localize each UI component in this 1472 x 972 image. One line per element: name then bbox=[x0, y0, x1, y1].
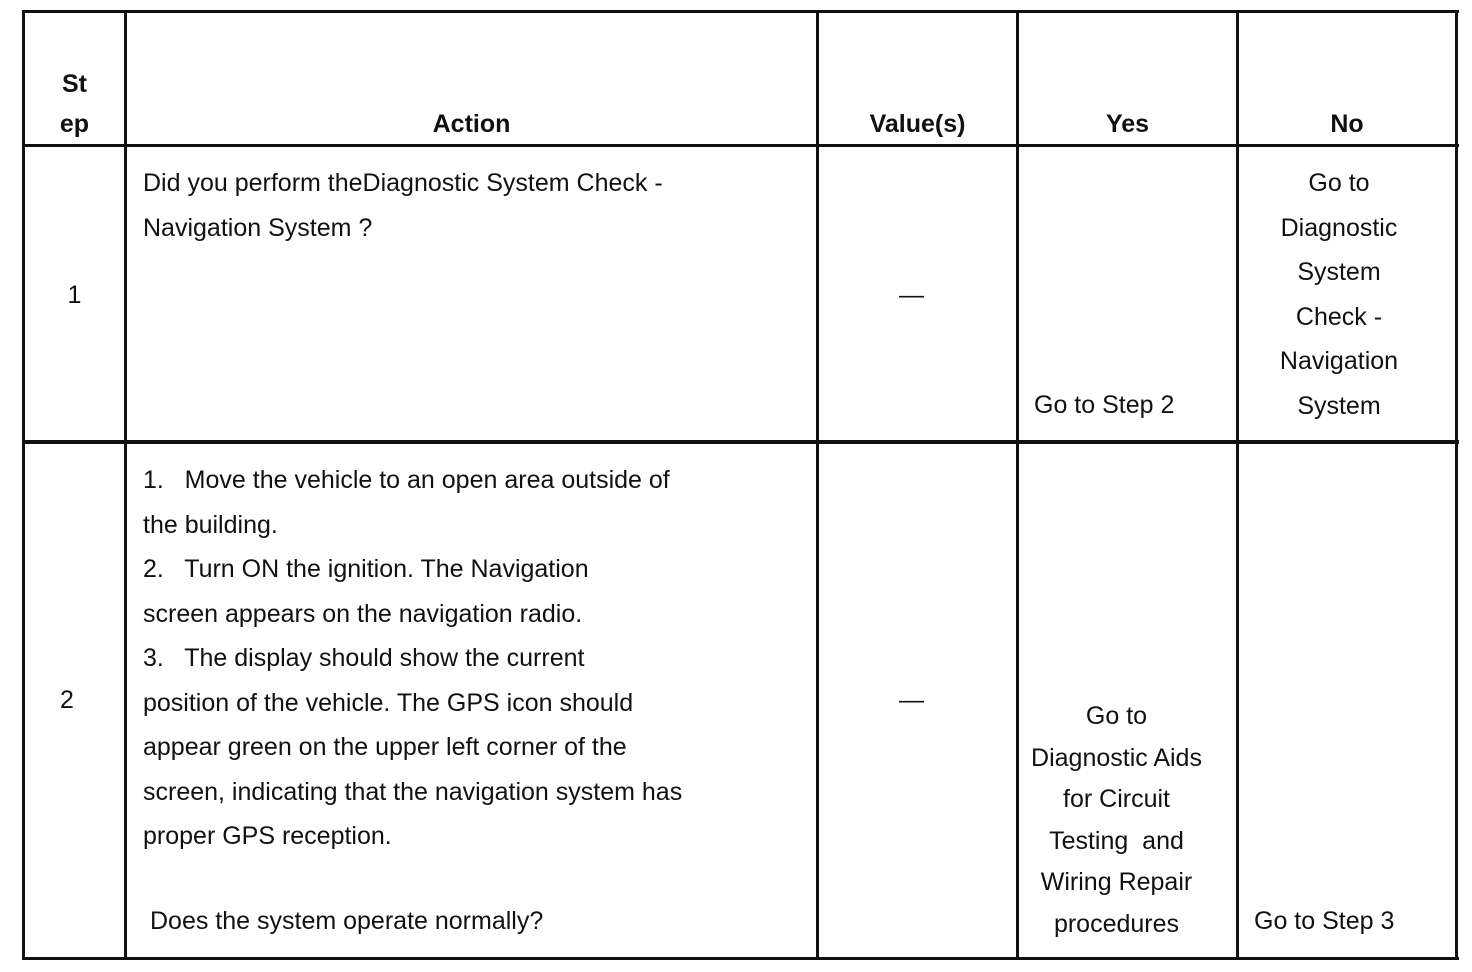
row2-action-line: the building. bbox=[143, 510, 278, 539]
row1-action-line: Navigation System ? bbox=[143, 213, 373, 242]
row2-no: Go to Step 3 bbox=[1254, 907, 1395, 935]
row2-yes-line: Testing and bbox=[1049, 826, 1184, 855]
table-border-header-bottom bbox=[22, 144, 1459, 147]
header-step-line2: ep bbox=[59, 110, 90, 138]
row1-no-line: System bbox=[1297, 391, 1381, 420]
row1-no-line: Check - bbox=[1295, 302, 1383, 331]
row2-action-line: screen, indicating that the navigation system has bbox=[143, 777, 683, 806]
row2-yes-line: Go to bbox=[1085, 702, 1148, 730]
row2-step: 2 bbox=[60, 686, 74, 714]
column-divider-action bbox=[816, 10, 819, 960]
table-border-right bbox=[1455, 10, 1458, 960]
table-border-left bbox=[22, 10, 25, 960]
row1-no-line: Diagnostic bbox=[1280, 213, 1398, 242]
row1-no bbox=[1239, 161, 1439, 428]
row2-action-line: screen appears on the navigation radio. bbox=[143, 599, 583, 628]
row2-action-line: appear green on the upper left corner of the bbox=[143, 733, 627, 761]
table-border-row1-bottom bbox=[22, 440, 1459, 444]
row1-no-line: System bbox=[1297, 258, 1381, 286]
table-border-top bbox=[22, 10, 1459, 13]
row2-action bbox=[143, 458, 682, 859]
header-action: Action bbox=[432, 110, 511, 138]
row1-value: — bbox=[899, 281, 924, 309]
header-step-line1: St bbox=[62, 70, 87, 98]
header-values: Value(s) bbox=[869, 110, 966, 138]
header-step bbox=[25, 64, 124, 144]
row2-action-line: 2. Turn ON the ignition. The Navigation bbox=[143, 555, 589, 583]
row1-no-line: Go to bbox=[1308, 169, 1370, 197]
row2-yes-line: Wiring Repair bbox=[1040, 868, 1193, 896]
row2-yes-line: procedures bbox=[1053, 909, 1180, 938]
row1-action bbox=[143, 161, 663, 250]
header-no: No bbox=[1330, 110, 1364, 138]
row1-no-line: Navigation bbox=[1279, 347, 1399, 375]
row1-step: 1 bbox=[67, 281, 82, 309]
row2-value: — bbox=[899, 686, 924, 714]
row2-action-line: 3. The display should show the current bbox=[143, 644, 585, 672]
header-yes: Yes bbox=[1105, 110, 1150, 138]
row2-yes-line: for Circuit bbox=[1063, 785, 1170, 813]
row2-action-line: 1. Move the vehicle to an open area outside of bbox=[143, 466, 670, 494]
row2-action-line: position of the vehicle. The GPS icon should bbox=[143, 688, 634, 717]
row1-yes: Go to Step 2 bbox=[1034, 391, 1175, 419]
row2-yes bbox=[1019, 696, 1214, 945]
row2-yes-line: Diagnostic Aids bbox=[1031, 743, 1202, 772]
column-divider-yes bbox=[1236, 10, 1239, 960]
column-divider-step bbox=[124, 10, 127, 960]
row2-action-line: proper GPS reception. bbox=[143, 822, 392, 850]
row2-question: Does the system operate normally? bbox=[150, 907, 544, 935]
table-border-bottom bbox=[22, 957, 1459, 960]
row1-action-line: Did you perform theDiagnostic System Check - bbox=[143, 169, 663, 197]
